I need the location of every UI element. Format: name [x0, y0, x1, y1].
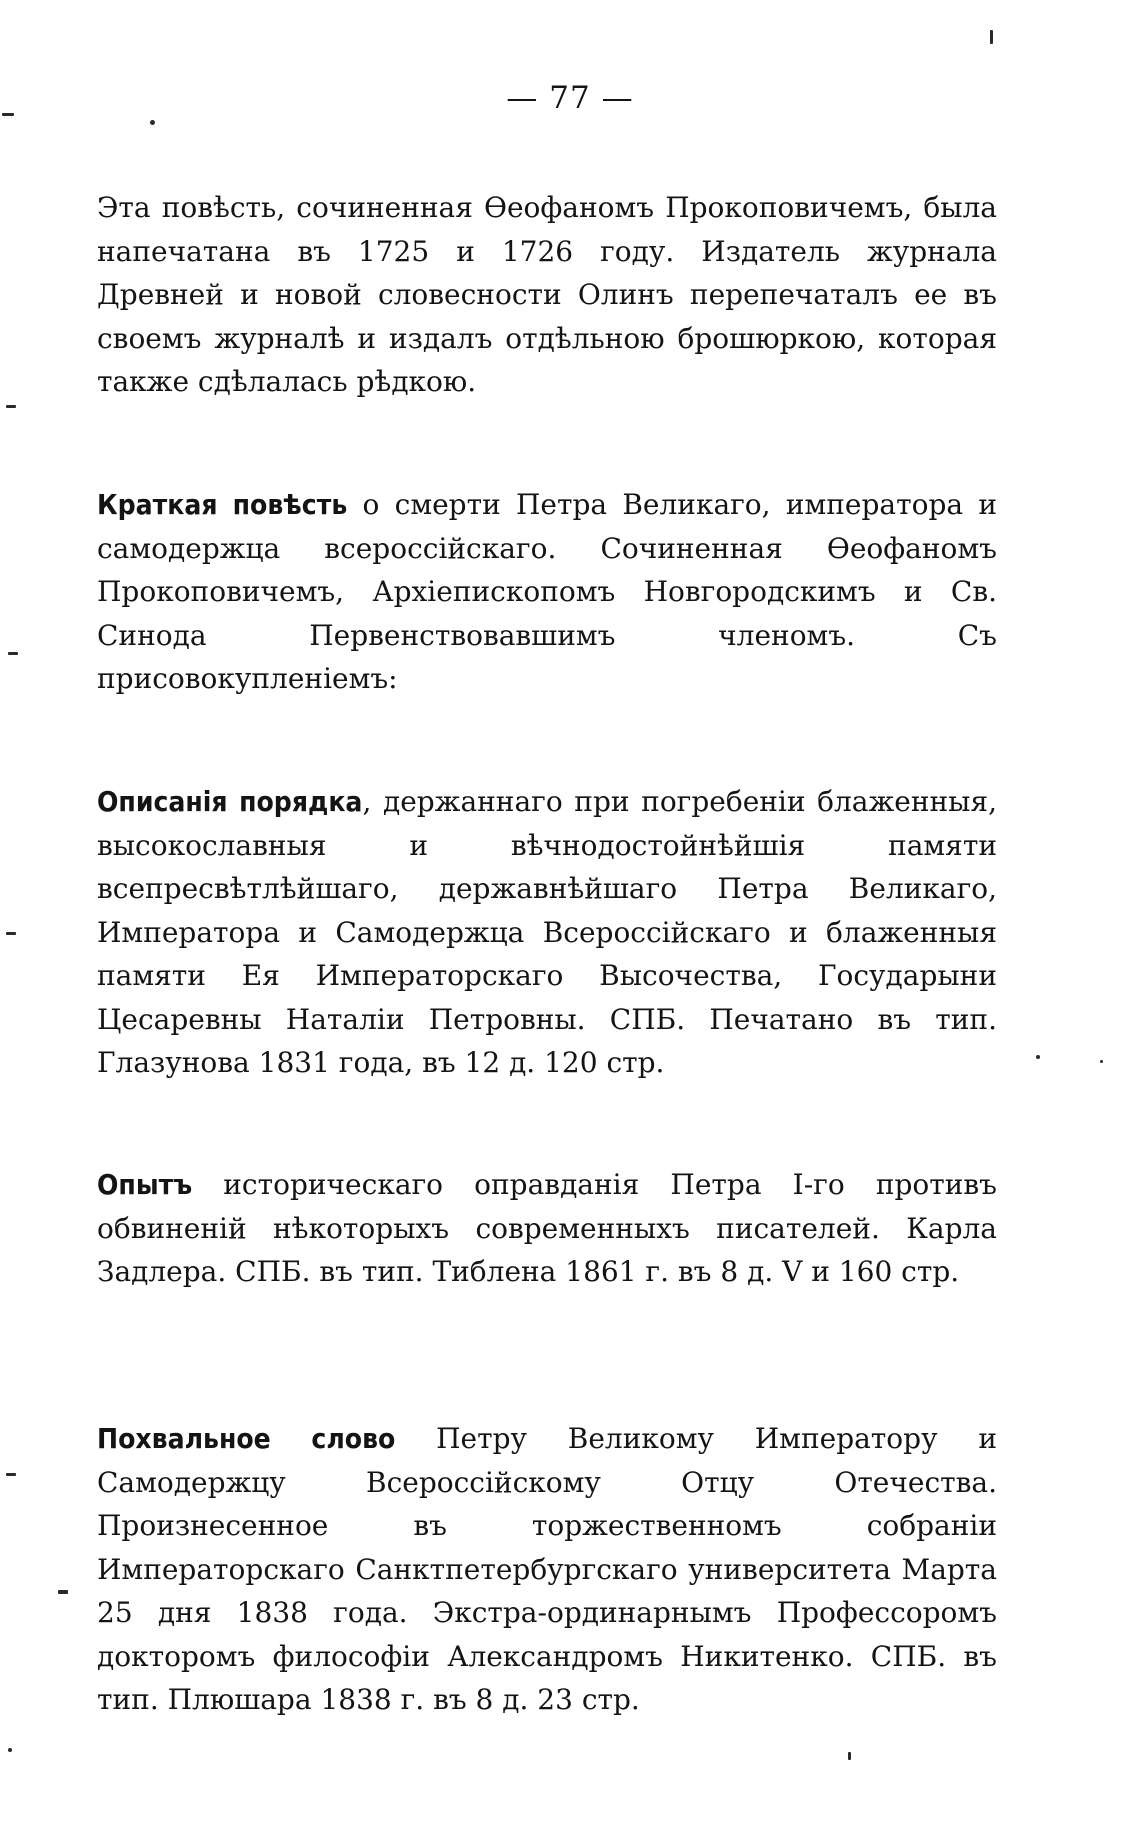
- page-number: — 77 —: [506, 80, 634, 116]
- entry-body: Петру Великому Императору и Самодержцу Всероссійскому Отцу Отечества. Произнесенное въ торжественномъ собраніи Императорскаго Санктпетербургскаго университета Марта 25 дня 1838 года. Экстра-ординарнымъ Профессоромъ докторомъ философіи Александромъ Никитенко. СПБ. въ тип. Плюшара 1838 г. въ 8 д. 23 стр.: [97, 1422, 997, 1716]
- scan-speck: [6, 932, 16, 935]
- entry-body: историческаго оправданія Петра I-го противъ обвиненій нѣкоторыхъ современныхъ писателей. Карла Задлера. СПБ. въ тип. Тиблена 1861 г. въ 8 д. V и 160 стр.: [97, 1168, 997, 1288]
- bibliography-entry: [97, 1417, 997, 1722]
- scan-speck: [2, 113, 14, 116]
- bibliography-entry: [97, 780, 997, 1085]
- entry-title: Описанія порядка: [97, 785, 363, 818]
- entry-title: Опытъ: [97, 1168, 193, 1201]
- scan-speck: [1036, 1055, 1040, 1059]
- intro-paragraph: Эта повѣсть, сочиненная Ѳеофаномъ Прокоповичемъ, была напечатана въ 1725 и 1726 году. Издатель журнала Древней и новой словесности Олинъ перепечаталъ ее въ своемъ журналѣ и издалъ отдѣльною брошюркою, которая также сдѣлалась рѣдкою.: [97, 191, 997, 398]
- bibliography-entry: [97, 483, 997, 701]
- scan-speck: [848, 1752, 851, 1760]
- entry-title: Краткая повѣсть: [97, 488, 348, 521]
- scan-speck: [1100, 1060, 1103, 1063]
- scan-speck: [6, 405, 16, 408]
- scan-speck: [8, 1748, 12, 1752]
- scan-speck: [58, 1590, 68, 1594]
- bibliography-entry: [97, 1163, 997, 1294]
- scan-speck: [150, 120, 155, 125]
- entry-body: , держаннаго при погребеніи блаженныя, высокославныя и вѣчнодостойнѣйшія памяти всепресвѣтлѣйшаго, державнѣйшаго Петра Великаго, Императора и Самодержца Всероссійскаго и блаженныя памяти Ея Императорскаго Высочества, Государыни Цесаревны Наталіи Петровны. СПБ. Печатано въ тип. Глазунова 1831 года, въ 12 д. 120 стр.: [97, 785, 997, 1079]
- scan-speck: [6, 1473, 16, 1476]
- entry-body: о смерти Петра Великаго, императора и самодержца всероссійскаго. Сочиненная Ѳеофаномъ Прокоповичемъ, Архіепископомъ Новгородскимъ и Св. Синода Первенствовавшимъ членомъ. Съ присовокупленіемъ:: [97, 488, 997, 695]
- scan-speck: [8, 652, 18, 655]
- entry-title: Похвальное слово: [97, 1422, 396, 1455]
- scan-speck: [990, 30, 993, 44]
